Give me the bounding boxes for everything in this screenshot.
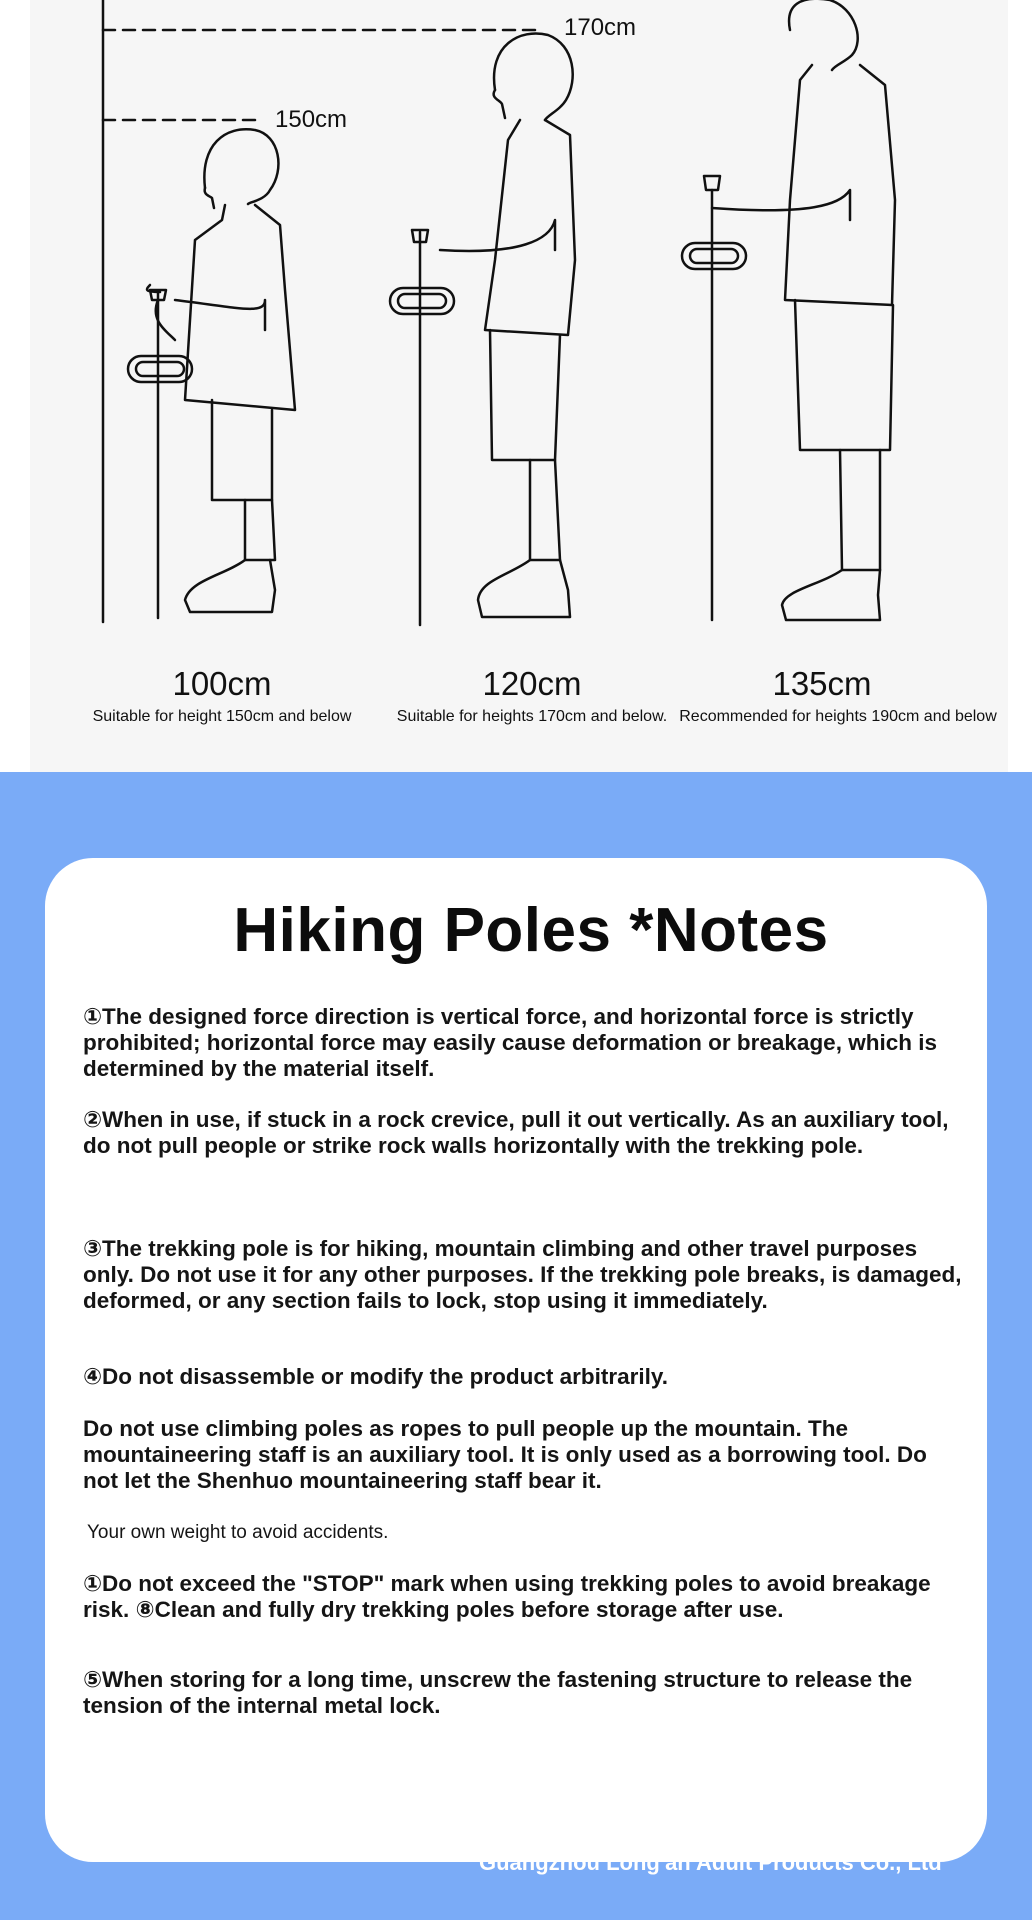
pole-length-1: 100cm — [172, 665, 272, 702]
illustration-panel — [0, 0, 1032, 772]
person-tall — [712, 0, 895, 620]
note-1: ①The designed force direction is vertical force, and horizontal force is strictly prohibited; horizontal force may easily cause deformation or breakage, which is determined by the material itself. — [83, 1004, 937, 1081]
measure-170-label: 170cm — [564, 14, 637, 41]
pole-length-2: 120cm — [482, 665, 582, 702]
note-6: Your own weight to avoid accidents. — [87, 1522, 389, 1543]
note-3: ③The trekking pole is for hiking, mountain climbing and other travel purposes only. Do not use it for any other purposes. If the trekking pole breaks, is damaged, deformed, or any section fails to lock, stop using it immediately. — [83, 1236, 962, 1313]
pole-120cm — [390, 230, 454, 625]
pole-size-illustration — [0, 0, 1032, 772]
pole-100cm — [128, 290, 192, 618]
pole-caption-2: Suitable for heights 170cm and below. — [396, 708, 668, 725]
company-footer: Guangzhou Long'an Adult Products Co., Ltd — [479, 1850, 942, 1875]
note-8: ⑤When storing for a long time, unscrew the fastening structure to release the tension of the internal metal lock. — [83, 1667, 913, 1718]
page-title: Hiking Poles *Notes — [233, 896, 829, 965]
person-medium — [440, 33, 575, 617]
pole-caption-3: Recommended for heights 190cm and below — [679, 708, 997, 725]
note-5: Do not use climbing poles as ropes to pull people up the mountain. The mountaineering staff is an auxiliary tool. It is only used as a borrowing tool. Do not let the Shenhuo mountaineering staff bear it. — [83, 1416, 927, 1493]
note-2: ②When in use, if stuck in a rock crevice, pull it out vertically. As an auxiliary tool, do not pull people or strike rock walls horizontally with the trekking pole. — [83, 1107, 949, 1158]
person-small — [147, 129, 295, 612]
pole-135cm — [682, 176, 746, 620]
pole-caption-1: Suitable for height 150cm and below — [92, 708, 352, 725]
pole-length-3: 135cm — [772, 665, 872, 702]
note-4: ④Do not disassemble or modify the product arbitrarily. — [83, 1364, 668, 1389]
measure-150-label: 150cm — [275, 106, 348, 133]
note-7: ①Do not exceed the "STOP" mark when using trekking poles to avoid breakage risk. ⑧Clean and fully dry trekking poles before storage after use. — [83, 1571, 931, 1622]
